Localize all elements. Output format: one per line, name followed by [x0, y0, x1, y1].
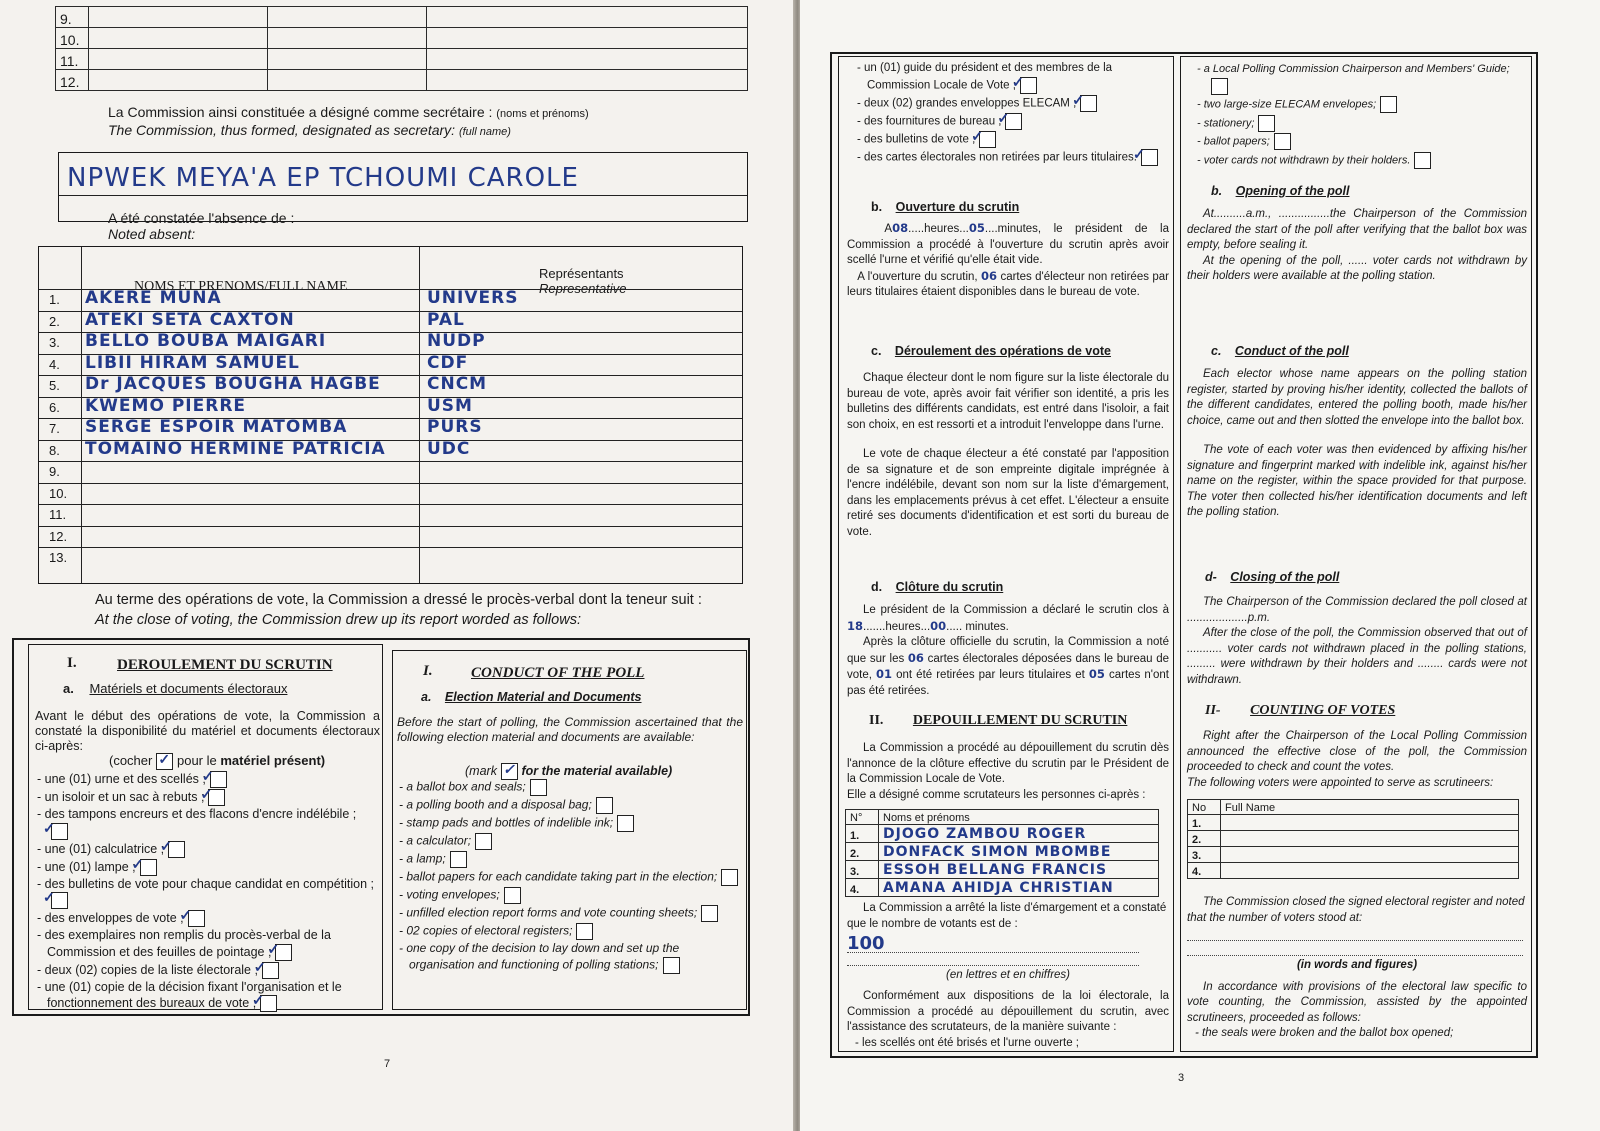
list-item: - one copy of the decision to lay down and set up the organisation and functioning of polling stations;: [399, 941, 743, 974]
row-number: 7.: [49, 421, 60, 436]
table-row: 12.: [56, 70, 748, 91]
list-item: - stamp pads and bottles of indelible ink;: [399, 815, 743, 832]
absent-name: Dr JACQUES BOUGHA HAGBE: [85, 374, 381, 394]
checkbox-icon[interactable]: [1380, 96, 1397, 113]
en-intro: Before the start of polling, the Commission ascertained that the following election material and documents are available:: [397, 715, 743, 744]
row-number: 10.: [49, 485, 68, 501]
table-row: 4. AMANA AHIDJA CHRISTIAN: [846, 879, 1159, 897]
row-number: 9.: [49, 464, 60, 479]
table-row: 1. DJOGO ZAMBOU ROGER: [846, 825, 1159, 843]
list-item: - des cartes électorales non retirées par leurs titulaires.✓: [857, 149, 1167, 166]
absent-name: LIBII HIRAM SAMUEL: [85, 352, 300, 373]
checkbox-icon[interactable]: [168, 841, 185, 858]
en-material-list: [399, 779, 743, 975]
list-item: - 02 copies of electoral registers;: [399, 923, 743, 940]
en-section-title: CONDUCT OF THE POLL: [471, 665, 645, 681]
absent-name: BELLO BOUBA MAIGARI: [85, 331, 327, 351]
list-item: - un (01) guide du président et des membres de la Commission Locale de Vote ;✓: [857, 61, 1167, 94]
absent-representative: USM: [427, 395, 473, 416]
en-scrutineers-table: [1187, 799, 1519, 879]
list-item: - un isoloir et un sac à rebuts ;✓: [37, 789, 377, 806]
list-item: - a Local Polling Commission Chairperson and Members' Guide;: [1197, 61, 1527, 95]
list-item: - unfilled election report forms and vote counting sheets;: [399, 905, 743, 922]
checkbox-icon[interactable]: [260, 995, 277, 1012]
table-row: [39, 397, 742, 419]
fr-opening-text: A08.....heures...05....minutes, le président de la Commission a procédé à l'ouverture du scrutin après avoir scellé l'urne et vérifié qu'elle était vide. A l'ouverture du scrutin, 06 cartes d'électeur non retirées par leurs titulaires étaient disponibles dans le bureau de vote.: [847, 221, 1169, 298]
row-number: 5.: [49, 378, 60, 393]
fr-closing-text: Le président de la Commission a déclaré le scrutin clos à 18.......heures...00..... minutes. Après la clôture officielle du scrutin, la Commission a noté que sur les 06 cartes électorales déposées dans le bureau de vote, 01 ont été retirées par leurs titulaires et 05 cartes n'ont pas été retirées.: [847, 604, 1169, 697]
absent-name: TOMAINO HERMINE PATRICIA: [85, 438, 386, 459]
list-item: - des fournitures de bureau ;✓: [857, 113, 1167, 130]
list-item: - a polling booth and a disposal bag;: [399, 797, 743, 814]
table-row: 1.: [1188, 815, 1519, 831]
checkbox-icon[interactable]: [530, 779, 547, 796]
absent-name: KWEMO PIERRE: [85, 395, 247, 416]
checkbox-icon[interactable]: [1020, 77, 1037, 94]
fr-intro: Avant le début des opérations de vote, la Commission a constaté la disponibilité du matériel et documents électoraux ci-après:: [35, 709, 380, 753]
row-number: 6.: [49, 399, 60, 415]
list-item: - deux (02) grandes enveloppes ELECAM ;✓: [857, 95, 1167, 112]
list-item: - two large-size ELECAM envelopes;: [1197, 96, 1527, 113]
table-row: [39, 440, 742, 462]
table-row: [39, 526, 742, 548]
en-voters-text: The Commission closed the signed electoral register and noted that the number of voters stood at: (in words and figures) In accordance with provisions of the electoral law specific to vote counting, the Commission, assisted by the appointed scrutineers, proceeded as follows: - the seals were broken and the ballot box opened;: [1187, 896, 1527, 1039]
absent-representative: UNIVERS: [427, 288, 519, 308]
absent-representative: UDC: [427, 438, 471, 459]
table-row: [39, 547, 742, 569]
fr-scrutineers-table: [845, 809, 1159, 897]
fr-section-title: DEROULEMENT DU SCRUTIN: [117, 657, 333, 673]
col-header-name: NOMS ET PRENOMS/FULL NAME: [134, 279, 348, 294]
fr-material-list-cont: [857, 61, 1167, 167]
checkbox-icon[interactable]: [1258, 115, 1275, 132]
checkbox-icon[interactable]: [1414, 152, 1431, 169]
row-number: 4.: [49, 356, 60, 372]
list-item: - une (01) calculatrice ;✓: [37, 841, 377, 858]
en-material-list-cont: [1197, 61, 1527, 170]
scrutineer-name: DJOGO ZAMBOU ROGER: [879, 825, 1159, 843]
en-conduct-text: Each elector whose name appears on the polling station register, started by proving his/her identity, collected the ballots of the different candidates, entered the polling booth, made his/her choice, came out and then slotted the envelope into the ballot box. The vote of each voter was then evidenced by affixing his/her signature and fingerprint marked with indelible ink, against his/her name on the register, within the space provided for that purpose. The voter then collected his/her identification documents and left the polling station.: [1187, 368, 1527, 518]
list-item: - des bulletins de vote ;✓: [857, 131, 1167, 148]
list-item: - a lamp;: [399, 851, 743, 868]
secretary-label: La Commission ainsi constituée a désigné comme secrétaire : (noms et prénoms) The Commission, thus formed, designated as secretary: (full name): [108, 104, 589, 138]
list-item: - ballot papers for each candidate taking part in the election;: [399, 869, 743, 886]
checkbox-icon: [501, 763, 518, 780]
checkbox-icon[interactable]: [51, 823, 68, 840]
list-item: - a calculator;: [399, 833, 743, 850]
checkbox-icon[interactable]: [663, 957, 680, 974]
table-row: [39, 504, 742, 526]
table-row: [39, 354, 742, 376]
absent-label: A été constatée l'absence de : Noted absent:: [108, 210, 295, 242]
list-item: - a ballot box and seals;: [399, 779, 743, 796]
table-row: [39, 289, 742, 311]
absent-name: SERGE ESPOIR MATOMBA: [85, 417, 348, 437]
row-number: 8.: [49, 442, 60, 458]
checkbox-icon[interactable]: [262, 962, 279, 979]
list-item: - des bulletins de vote pour chaque candidat en compétition ;✓: [37, 877, 377, 910]
en-counting-text: Right after the Chairperson of the Local Polling Commission announced the effective close of the poll, the Commission proceeded to check and count the votes. The following voters were appointed to serve as scrutineers:: [1187, 730, 1527, 789]
list-item: - une (01) copie de la décision fixant l'organisation et le fonctionnement des bureaux de vote ;✓: [37, 980, 377, 1013]
right-page: [800, 0, 1600, 1131]
en-opening-text: At..........a.m., ................the Chairperson of the Commission declared the start of the poll after verifying that the ballot box was empty, before sealing it. At the opening of the poll, ...... voter cards not withdrawn by their holders were available at the polling station.: [1187, 208, 1527, 282]
checkbox-icon[interactable]: [1005, 113, 1022, 130]
top-members-table: [55, 6, 748, 91]
absent-rows: [39, 289, 742, 569]
checkbox-icon[interactable]: [140, 859, 157, 876]
table-row: 10.: [56, 28, 748, 49]
en-column-right: - a Local Polling Commission Chairperson and Members' Guide; - two large-size ELECAM envelopes; - stationery; - ballot papers; - voter cards not withdrawn by their holders. b. Opening of the poll At..........a.m., ................the Chairperson of the Commission declared the start of the poll after verifying that the ballot box was empty, before sealing it. At the opening of the poll, ...... voter cards not withdrawn by their holders were available at the polling station. c. Conduct of the poll Each elector whose name appears on the polling station register, started by proving his/her identity, collected the ballots of the different candidates, entered the polling booth, made his/her choice, came out and then slotted the envelope into the ballot box. The vote of each voter was then evidenced by affixing his/her signature and fingerprint marked with indelible ink, against his/her name on the register, within the space provided for that purpose. The voter then collected his/her identification documents and left the polling station. d- Closing of the poll The Chairperson of the Commission declared the poll closed at ...................p.m. After the close of the poll, the Commission observed that out of ........... voter cards not withdrawn placed in the polling stations, ......... were withdrawn by their holders and ........ cards were not withdrawn. II- COUNTING OF VOTES Right after the Chairperson of the Local Polling Commission announced the effective close of the poll, the Commission proceeded to check and count the votes. The following voters were appointed to serve as scrutineers: No Full Name 1. 2. 3. 4. The Commission closed the signed electoral register and noted that the number of voters stood at: (in words and figures) In accordance with provisions of the electoral law specific to vote counting, the Commission, assisted by the appointed scrutineers, proceeded as follows: - the seals were broken and the ballot box opened;: [1180, 56, 1532, 1052]
table-row: [39, 418, 742, 440]
secretary-name: NPWEK MEYA'A EP TCHOUMI CAROLE: [67, 163, 579, 193]
table-row: 3. ESSOH BELLANG FRANCIS: [846, 861, 1159, 879]
checkbox-icon[interactable]: [1080, 95, 1097, 112]
checkbox-icon[interactable]: [979, 131, 996, 148]
row-number: 12.: [49, 528, 68, 544]
checkbox-icon[interactable]: [1211, 78, 1228, 95]
list-item: - une (01) lampe ;✓: [37, 859, 377, 876]
checkbox-icon[interactable]: [188, 910, 205, 927]
scrutineer-name: DONFACK SIMON MBOMBE: [879, 843, 1159, 861]
list-item: - voting envelopes;: [399, 887, 743, 904]
table-header: N° Noms et prénoms: [846, 810, 1159, 825]
table-header: No Full Name: [1188, 800, 1519, 815]
scrutineer-name: AMANA AHIDJA CHRISTIAN: [879, 879, 1159, 897]
left-page: [0, 0, 795, 1131]
absent-representative: CNCM: [427, 374, 488, 394]
list-item: - une (01) urne et des scellés ;✓: [37, 771, 377, 788]
table-row: 9.: [56, 7, 748, 28]
fr-column-right: - un (01) guide du président et des membres de la Commission Locale de Vote ;✓ - deux (02) grandes enveloppes ELECAM ;✓ - des fournitures de bureau ;✓ - des bulletins de vote ;✓ - des cartes électorales non retirées par leurs titulaires.✓ b. Ouverture du scrutin A08.....heures...05....minutes, le président de la Commission a procédé à l'ouverture du scrutin après avoir scellé l'urne et vérifié qu'elle était vide. A l'ouverture du scrutin, 06 cartes d'électeur non retirées par leurs titulaires étaient disponibles dans le bureau de vote. c. Déroulement des opérations de vote Chaque électeur dont le nom figure sur la liste électorale du bureau de vote, après avoir fait vérifier son identité, a pris les bulletins des différents candidats, est entré dans l'isoloir, a fait son choix, en est ressorti et a introduit l'enveloppe dans l'urne. Le vote de chaque électeur a été constaté par l'apposition de sa signature et de son empreinte digitale imprégnée à l'encre indélébile, devant son nom sur la liste d'émargement, dans les emplacements prévus à cet effet. L'électeur a ensuite retiré ses documents d'identification et est sorti du bureau de vote. d. Clôture du scrutin Le président de la Commission a déclaré le scrutin clos à 18.......heures...00..... minutes. Après la clôture officielle du scrutin, la Commission a noté que sur les 06 cartes électorales déposées dans le bureau de vote, 01 ont été retirées par leurs titulaires et 05 cartes n'ont pas été retirées. II. DEPOUILLEMENT DU SCRUTIN La Commission a procédé au dépouillement du scrutin dès l'annonce de la clôture effective du scrutin par le Président de la Commission Locale de Vote. Elle a désigné comme scrutateurs les personnes ci-après : N° Noms et prénoms 1. DJOGO ZAMBOU ROGER 2. DONFACK SIMON MBOMBE 3. ESSOH BELLANG FRANCIS 4. AMANA AHIDJA CHRISTIAN La Commission a arrêté la liste d'émargement et a constaté que le nombre de votants est de : 100 (en lettres et en chiffres) Conformément aux dispositions de la loi électorale, la Commission a procédé au dépouillement du scrutin, avec l'assistance des scrutateurs, de la manière suivante : - les scellés ont été brisés et l'urne ouverte ;: [838, 56, 1174, 1052]
list-item: - stationery;: [1197, 115, 1527, 132]
fr-column: I. DEROULEMENT DU SCRUTIN a. Matériels et documents électoraux Avant le début des opérations de vote, la Commission a constaté la disponibilité du matériel et documents électoraux ci-après: (cocher✓ pour le matériel présent) - une (01) urne et des scellés ;✓ - un isoloir et un sac à rebuts ;✓ - des tampons encreurs et des flacons d'encre indélébile ;✓ - une (01) calculatrice ;✓ - une (01) lampe ;✓ - des bulletins de vote pour chaque candidat en compétition ;✓ - des enveloppes de vote ;✓ - des exemplaires non remplis du procès-verbal de la Commission et des feuilles de pointage ;✓ - deux (02) copies de la liste électorale ;✓ - une (01) copie de la décision fixant l'organisation et le fonctionnement des bureaux de vote ;✓: [28, 644, 383, 1010]
list-item: - deux (02) copies de la liste électorale ;✓: [37, 962, 377, 979]
page-number-left: 7: [384, 1058, 391, 1070]
en-closing-text: The Chairperson of the Commission declared the poll closed at ...................p.m. After the close of the poll, the Commission observed that out of ........... voter cards not withdrawn placed in the polling stations, ......... were withdrawn by their holders and ........ cards were not withdrawn.: [1187, 596, 1527, 686]
row-number: 2.: [49, 313, 60, 329]
absent-name: AKERE MUNA: [85, 288, 222, 308]
row-number: 1.: [49, 292, 60, 307]
row-number: 11.: [49, 507, 67, 522]
table-row: [39, 375, 742, 397]
fr-conduct-text: Chaque électeur dont le nom figure sur la liste électorale du bureau de vote, après avoir fait vérifier son identité, a pris les bulletins des différents candidats, est entré dans l'isoloir, a fait son choix, en est ressorti et a introduit l'enveloppe dans l'urne. Le vote de chaque électeur a été constaté par l'apposition de sa signature et de son empreinte digitale imprégnée à l'encre indélébile, devant son nom sur la liste d'émargement, dans les emplacements prévus à cet effet. L'électeur a ensuite retiré ses documents d'identification et est sorti du bureau de vote.: [847, 372, 1169, 538]
list-item: - des enveloppes de vote ;✓: [37, 910, 377, 927]
checkbox-icon[interactable]: [450, 851, 467, 868]
absent-table: [38, 246, 743, 584]
table-row: 2. DONFACK SIMON MBOMBE: [846, 843, 1159, 861]
checkbox-icon[interactable]: [210, 771, 227, 788]
checkbox-icon[interactable]: [1274, 133, 1291, 150]
checkbox-icon[interactable]: [504, 887, 521, 904]
list-item: - des exemplaires non remplis du procès-verbal de la Commission et des feuilles de pointage ;✓: [37, 928, 377, 961]
checkbox-icon[interactable]: [701, 905, 718, 922]
checkbox-icon[interactable]: [576, 923, 593, 940]
fr-voters-text: La Commission a arrêté la liste d'émargement et a constaté que le nombre de votants est de : 100 (en lettres et en chiffres) Conformément aux dispositions de la loi électorale, la Commission a procédé au dépouillement du scrutin, avec l'assistance des scrutateurs, de la manière suivante : - les scellés ont été brisés et l'urne ouverte ;: [847, 902, 1169, 1049]
list-item: - voter cards not withdrawn by their holders.: [1197, 152, 1527, 169]
table-row: [39, 332, 742, 354]
table-row: [39, 311, 742, 333]
absent-representative: NUDP: [427, 331, 486, 351]
list-item: - des tampons encreurs et des flacons d'encre indélébile ;✓: [37, 807, 377, 840]
scrutineer-name: ESSOH BELLANG FRANCIS: [879, 861, 1159, 879]
checkbox-icon[interactable]: [721, 869, 738, 886]
list-item: - ballot papers;: [1197, 133, 1527, 150]
table-row: 2.: [1188, 831, 1519, 847]
table-row: 4.: [1188, 863, 1519, 879]
table-row: 11.: [56, 49, 748, 70]
table-row: 3.: [1188, 847, 1519, 863]
absent-representative: PURS: [427, 417, 483, 437]
table-row: [39, 461, 742, 483]
fr-counting-text: La Commission a procédé au dépouillement du scrutin dès l'annonce de la clôture effective du scrutin par le Président de la Commission Locale de Vote. Elle a désigné comme scrutateurs les personnes ci-après :: [847, 742, 1169, 801]
checkbox-icon[interactable]: [475, 833, 492, 850]
page-number-right: 3: [1178, 1072, 1185, 1084]
checkbox-icon[interactable]: [51, 892, 68, 909]
row-number: 13.: [49, 550, 68, 565]
checkbox-icon[interactable]: [1141, 149, 1158, 166]
en-column: I. CONDUCT OF THE POLL a. Election Material and Documents Before the start of polling, the Commission ascertained that the following election material and documents are available: (mark✓ for the material available) - a ballot box and seals; - a polling booth and a disposal bag; - stamp pads and bottles of indelible ink; - a calculator; - a lamp; - ballot papers for each candidate taking part in the election; - voting envelopes; - unfilled election report forms and vote counting sheets; - 02 copies of electoral registers; - one copy of the decision to lay down and set up the organisation and functioning of polling stations;: [392, 650, 747, 1010]
checkbox-icon: [156, 753, 173, 770]
checkbox-icon[interactable]: [208, 789, 225, 806]
close-of-voting: Au terme des opérations de vote, la Commission a dressé le procès-verbal dont la teneur suit : At the close of voting, the Commission drew up its report worded as follows:: [95, 592, 702, 628]
checkbox-icon[interactable]: [617, 815, 634, 832]
col-header-rep: Représentants Representative: [539, 266, 627, 296]
checkbox-icon[interactable]: [596, 797, 613, 814]
table-row: [39, 483, 742, 505]
absent-representative: PAL: [427, 309, 465, 330]
absent-representative: CDF: [427, 352, 469, 373]
row-number: 3.: [49, 335, 60, 350]
absent-name: ATEKI SETA CAXTON: [85, 309, 295, 330]
checkbox-icon[interactable]: [275, 944, 292, 961]
fr-material-list: [37, 771, 377, 1013]
